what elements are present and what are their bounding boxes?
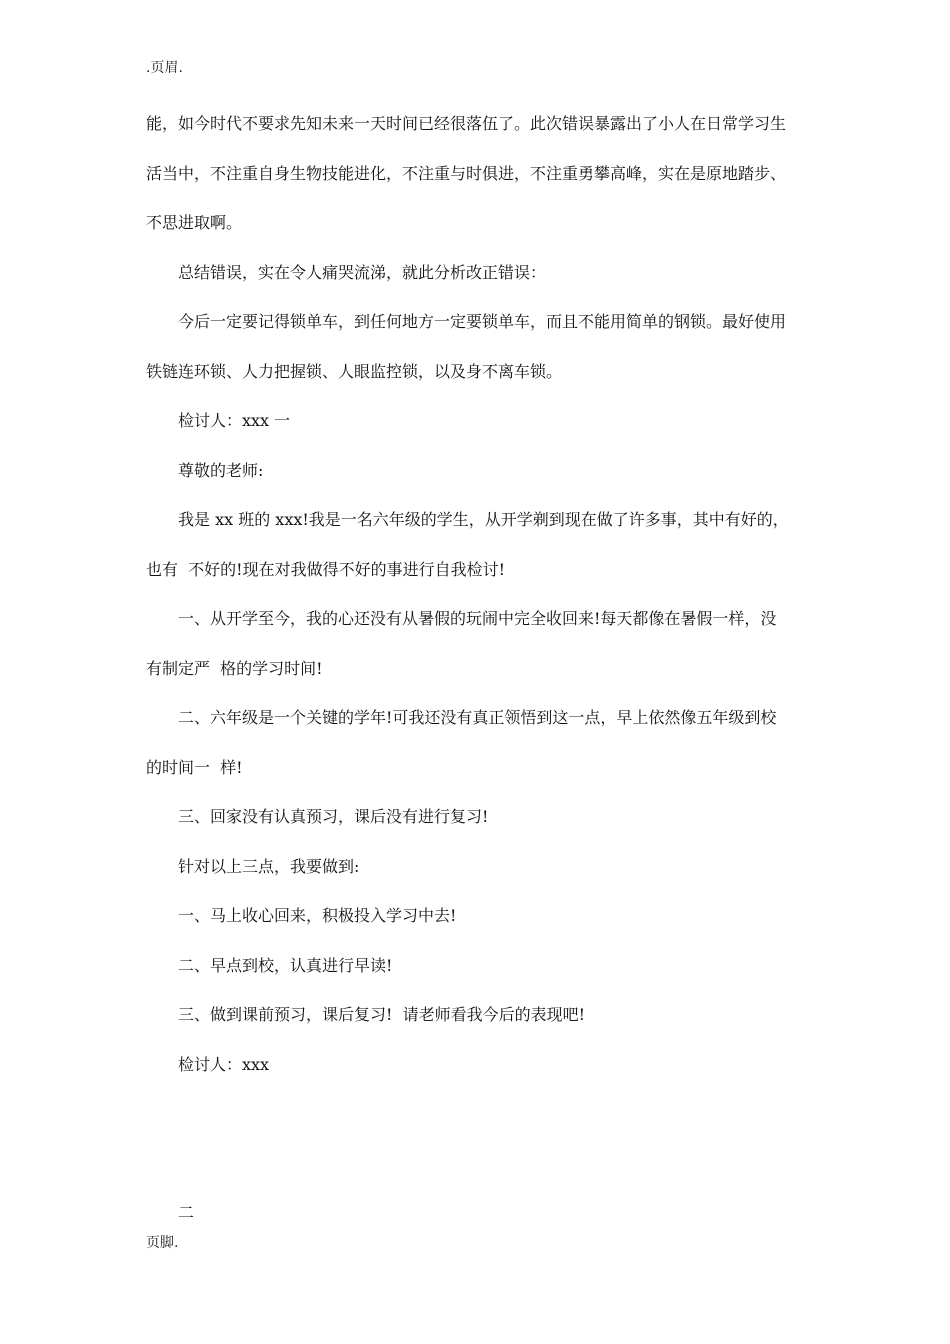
section-marker: 二	[178, 1203, 195, 1222]
paragraph-line: 三、做到课前预习，课后复习! 请老师看我今后的表现吧!	[178, 1005, 586, 1024]
paragraph-line: 今后一定要记得锁单车，到任何地方一定要锁单车，而且不能用简单的钢锁。最好使用	[178, 312, 787, 331]
signature-line: 检讨人：xxx 一	[178, 411, 291, 430]
page-footer: 页脚.	[146, 1235, 179, 1251]
paragraph-line: 能，如今时代不要求先知未来一天时间已经很落伍了。此次错误暴露出了小人在日常学习生	[146, 114, 787, 133]
paragraph-line: 一、马上收心回来，积极投入学习中去!	[178, 906, 457, 925]
blank-space	[146, 1102, 810, 1201]
document-body	[146, 112, 810, 1251]
paragraph-line: 铁链连环锁、人力把握锁、人眼监控锁，以及身不离车锁。	[146, 361, 563, 381]
paragraph-line: 二、早点到校，认真进行早读!	[178, 955, 393, 975]
paragraph-line: 针对以上三点，我要做到:	[178, 856, 360, 876]
paragraph-line: 不思进取啊。	[146, 213, 243, 232]
page-header: .页眉.	[146, 60, 183, 76]
paragraph-line: 三、回家没有认真预习，课后没有进行复习!	[178, 807, 489, 826]
paragraph-line: 也有 不好的!现在对我做得不好的事进行自我检讨!	[146, 559, 506, 579]
paragraph-line: 有制定严 格的学习时间!	[146, 658, 323, 678]
paragraph-line: 一、从开学至今，我的心还没有从暑假的玩闹中完全收回来!每天都像在暑假一样，没	[178, 609, 777, 628]
paragraph-line: 我是 xx 班的 xxx!我是一名六年级的学生，从开学剃到现在做了许多事，其中有好的，	[178, 510, 789, 529]
paragraph-line: 总结错误，实在令人痛哭流涕，就此分析改正错误：	[178, 262, 547, 282]
paragraph-line: 的时间一 样!	[146, 757, 243, 777]
signature-line: 检讨人：xxx	[178, 1054, 270, 1074]
paragraph-line: 二、六年级是一个关键的学年!可我还没有真正领悟到这一点，早上依然像五年级到校	[178, 708, 777, 727]
salutation: 尊敬的老师:	[178, 460, 264, 480]
paragraph-line: 活当中，不注重自身生物技能进化，不注重与时俱进，不注重勇攀高峰，实在是原地踏步、	[146, 163, 787, 183]
